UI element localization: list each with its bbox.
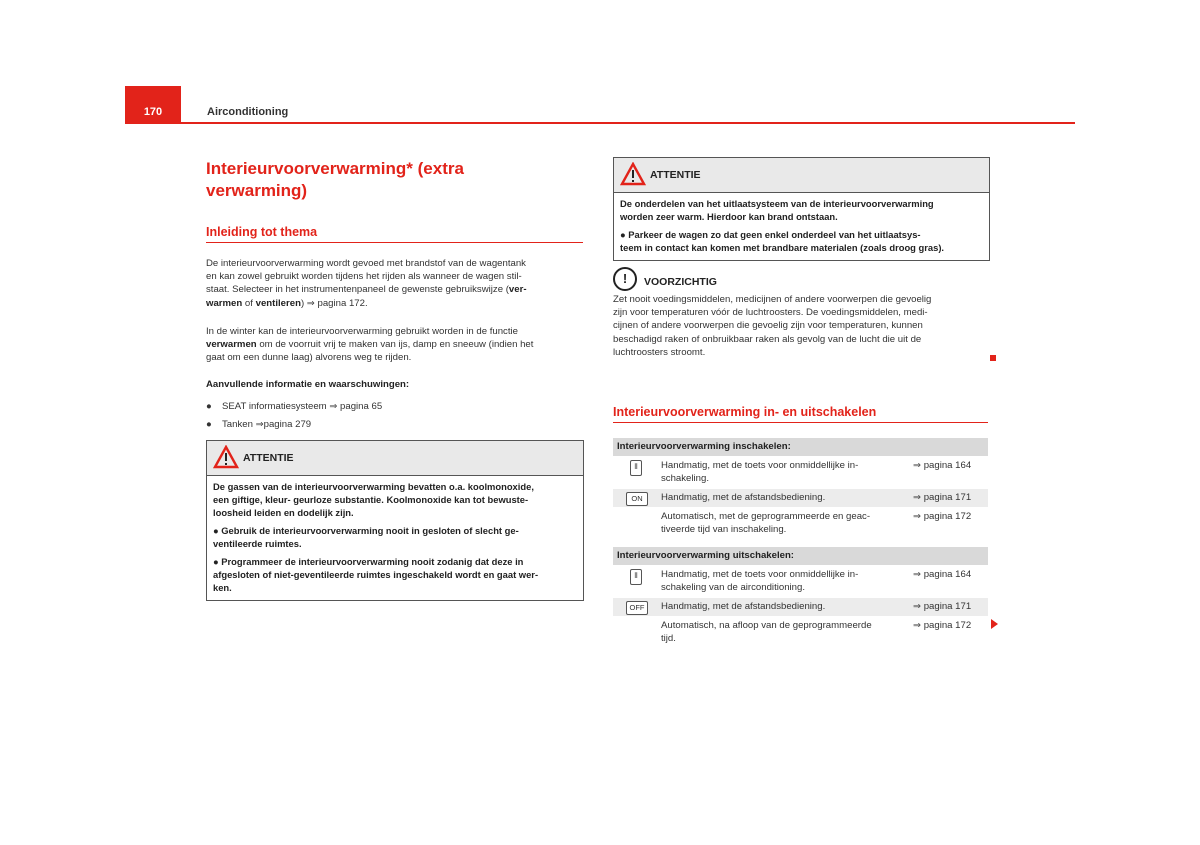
warning-label: ATTENTIE xyxy=(243,452,294,464)
page-reference[interactable]: ⇒ pagina 164 xyxy=(913,569,972,580)
heater-button-icon: ⦀ xyxy=(630,460,642,476)
warning-header xyxy=(207,441,583,476)
warning-text: De gassen van de interieurvoorverwarming bevatten o.a. koolmonoxide, een giftige, kleur- geurloze substantie. Koolmonoxide kan tot bewuste- loosheid leiden en dodelijk zijn. ● Gebruik de interieurvoorverwarming nooit in gesloten of slecht ge- ventileerde ruimtes. ● Programmeer de interieurvoorverwarming nooit zodanig dat deze in afgesloten of niet-geventileerde ruimtes ingeschakeld wordt en gaat wer- ken. xyxy=(213,481,539,593)
section-title-switching: Interieurvoorverwarming in- en uitschakelen xyxy=(613,405,877,419)
warning-box-left xyxy=(206,440,584,601)
warning-box-right xyxy=(613,157,990,261)
caution-text: Zet nooit voedingsmiddelen, medicijnen of andere voorwerpen die gevoelig zijn voor temperaturen vóór de luchtroosters. De voedingsmiddelen, medi- cijnen of andere voorwerpen die gevoelig zijn voor temperaturen, kunnen beschadigd raken of onbruikbaar raken als gevolg van de lucht die uit de luchtroosters stroomt. xyxy=(613,294,932,358)
page-reference[interactable]: ⇒ pagina 172 xyxy=(913,620,972,631)
caution-label: VOORZICHTIG xyxy=(644,276,717,288)
heater-button-icon: ⦀ xyxy=(630,569,642,585)
page-number: 170 xyxy=(143,106,163,118)
page-reference[interactable]: ⇒ pagina 172 xyxy=(913,511,972,522)
list-item[interactable]: ● Tanken ⇒pagina 279 xyxy=(206,419,312,430)
switch-on-table xyxy=(613,438,988,539)
table-row: ⦀ Handmatig, met de toets voor onmiddellijke in- schakeling van de airconditioning. ⇒ pagina 164 xyxy=(613,565,988,597)
info-list xyxy=(206,398,382,434)
page-reference[interactable]: ⇒ pagina 164 xyxy=(913,460,972,471)
remote-off-icon: OFF xyxy=(626,601,648,615)
page-reference[interactable]: ⇒ pagina 171 xyxy=(913,601,972,612)
warning-triangle-icon xyxy=(213,445,239,469)
remote-on-icon: ON xyxy=(626,492,648,506)
table-row: OFF Handmatig, met de afstandsbediening. ⇒ pagina 171 xyxy=(613,597,988,616)
table-heading: Interieurvoorverwarming uitschakelen: xyxy=(613,547,988,565)
continue-arrow-icon xyxy=(991,619,998,629)
section-rule xyxy=(613,422,988,423)
table-row: Automatisch, na afloop van de geprogrammeerde tijd. ⇒ pagina 172 xyxy=(613,616,988,648)
table-row: Automatisch, met de geprogrammeerde en geac- tiveerde tijd van inschakeling. ⇒ pagina 172 xyxy=(613,507,988,539)
subsection-title: Inleiding tot thema xyxy=(206,225,318,239)
warning-text: De onderdelen van het uitlaatsysteem van de interieurvoorverwarming worden zeer warm. Hierdoor kan brand ontstaan. ● Parkeer de wagen zo dat geen enkel onderdeel van het uitlaatsys- teem in contact kan komen met brandbare materialen (zoals droog gras). xyxy=(620,198,945,253)
chapter-title: Airconditioning xyxy=(207,106,289,118)
winter-paragraph: In de winter kan de interieurvoorverwarming gebruikt worden in de functie verwarmen om de voorruit vrij te maken van ijs, damp en sneeuw (indien het gaat om een dunne laag) alvorens weg te rijden. xyxy=(206,326,534,364)
header-rule xyxy=(125,122,1075,124)
intro-paragraph: De interieurvoorverwarming wordt gevoed met brandstof van de wagentank en kan zowel gebruikt worden tijdens het rijden als wanneer de wagen stil- staat. Selecteer in het instrumentenpaneel de gewenste gebruikswijze (ver- warmen of ventileren) ⇒ pagina 172. xyxy=(206,258,527,309)
table-heading: Interieurvoorverwarming inschakelen: xyxy=(613,438,988,456)
warning-triangle-icon xyxy=(620,162,646,186)
warning-label: ATTENTIE xyxy=(650,169,701,181)
warning-header xyxy=(614,158,989,193)
end-marker-icon xyxy=(990,355,996,361)
section-title: Interieurvoorverwarming* (extra verwarming) xyxy=(206,159,464,200)
subsection-rule xyxy=(206,242,583,243)
switch-off-table xyxy=(613,547,988,648)
list-item[interactable]: ● SEAT informatiesysteem ⇒ pagina 65 xyxy=(206,401,383,412)
page-reference[interactable]: ⇒ pagina 171 xyxy=(913,492,972,503)
table-row: ⦀ Handmatig, met de toets voor onmiddellijke in- schakeling. ⇒ pagina 164 xyxy=(613,456,988,488)
info-heading: Aanvullende informatie en waarschuwingen: xyxy=(206,379,410,390)
caution-icon: ! xyxy=(613,267,637,291)
table-row: ON Handmatig, met de afstandsbediening. ⇒ pagina 171 xyxy=(613,488,988,507)
